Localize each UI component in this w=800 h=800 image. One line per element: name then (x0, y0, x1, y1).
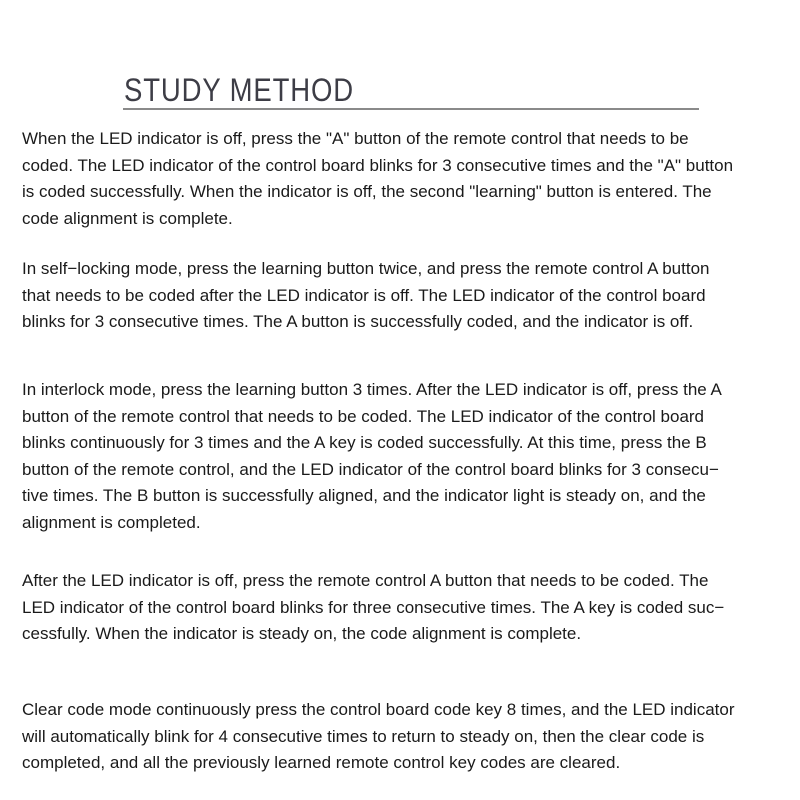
text-line: When the LED indicator is off, press the "A" button of the remote control that needs to be (22, 129, 689, 148)
paragraph-interlock-mode (22, 377, 782, 536)
text-line: Clear code mode continuously press the control board code key 8 times, and the LED indicator (22, 700, 735, 719)
text-line: will automatically blink for 4 consecutive times to return to steady on, then the clear code is (22, 726, 705, 746)
title-underline (123, 108, 699, 110)
paragraph-steady-on-mode (22, 568, 782, 648)
text-line: blinks for 3 consecutive times. The A button is successfully coded, and the indicator is off. (22, 312, 694, 331)
text-line: code alignment is complete. (22, 208, 233, 228)
paragraph-self-locking-mode (22, 256, 782, 336)
text-line: cessfully. When the indicator is steady on, the code alignment is complete. (22, 624, 582, 643)
text-line: completed, and all the previously learned remote control key codes are cleared. (22, 753, 621, 772)
text-line: blinks continuously for 3 times and the A key is coded successfully. At this time, press the B (22, 433, 707, 452)
text-line: In self−locking mode, press the learning button twice, and press the remote control A button (22, 259, 710, 278)
text-line: button of the remote control that needs to be coded. The LED indicator of the control board (22, 406, 705, 426)
page-title: STUDY METHOD (124, 72, 354, 108)
text-line: that needs to be coded after the LED indicator is off. The LED indicator of the control board (22, 285, 706, 305)
text-line: is coded successfully. When the indicator is off, the second "learning" button is entered. The (22, 182, 712, 201)
paragraph-clear-code-mode (22, 697, 782, 777)
text-line: button of the remote control, and the LED indicator of the control board blinks for 3 consecu− (22, 459, 719, 479)
text-line: alignment is completed. (22, 512, 201, 532)
text-line: LED indicator of the control board blinks for three consecutive times. The A key is coded suc− (22, 597, 725, 617)
text-line: In interlock mode, press the learning button 3 times. After the LED indicator is off, press the A (22, 380, 722, 399)
text-line: coded. The LED indicator of the control board blinks for 3 consecutive times and the "A" button (22, 155, 734, 175)
text-line: After the LED indicator is off, press the remote control A button that needs to be coded. The (22, 571, 709, 590)
paragraph-single-press-mode (22, 126, 782, 232)
text-line: tive times. The B button is successfully aligned, and the indicator light is steady on, and the (22, 486, 706, 505)
